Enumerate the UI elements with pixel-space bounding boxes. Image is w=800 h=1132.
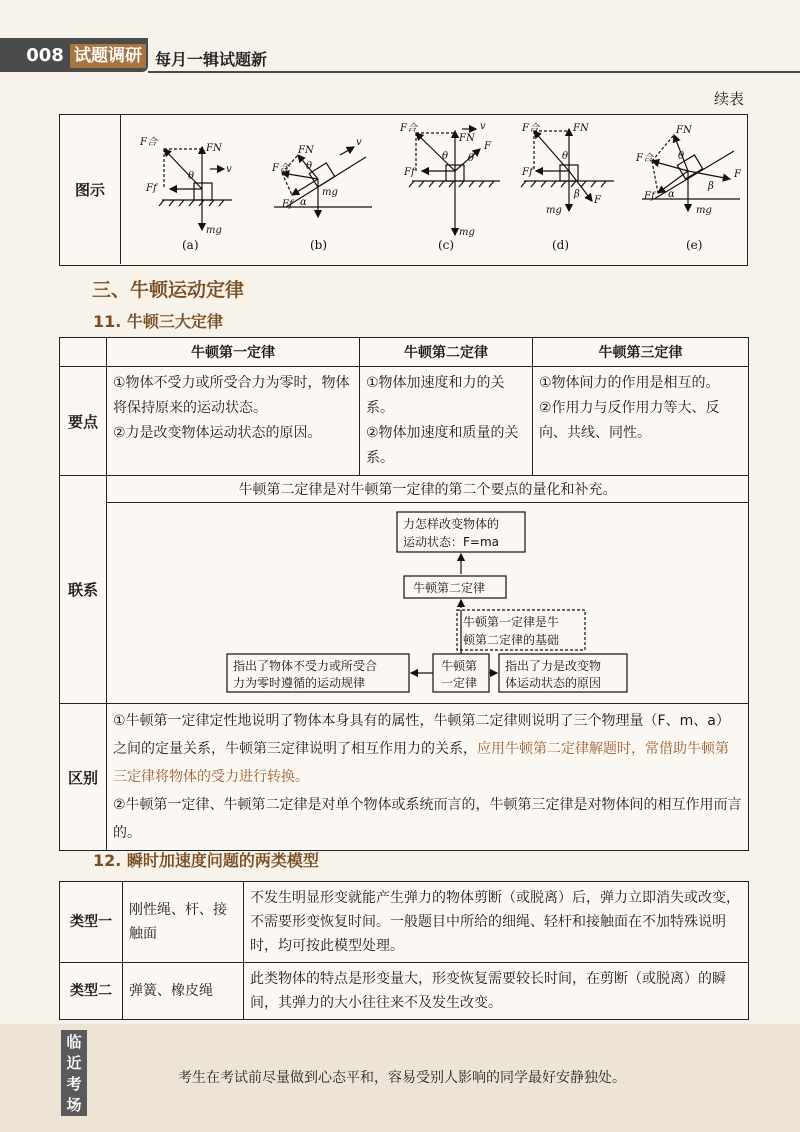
- label-b-mg: mg: [322, 187, 338, 198]
- first-law-point-1: ①物体不受力或所受合力为零时，物体将保持原来的运动状态。: [113, 375, 350, 416]
- label-b-fhe: F合: [272, 163, 289, 174]
- type-description: 此类物体的特点是形变量大，形变恢复需要较长时间，在剪断（或脱离）的瞬间，其弹力的大小往往来不及发生改变。: [244, 963, 749, 1020]
- caption-a: (a): [182, 238, 199, 252]
- instant-acceleration-table: [59, 881, 749, 1020]
- type-row: [60, 882, 749, 963]
- type-name: 刚性绳、杆、接触面: [123, 882, 244, 963]
- third-law-points: [533, 367, 749, 476]
- second-law-points: [360, 367, 533, 476]
- type-name: 弹簧、橡皮绳: [123, 963, 244, 1020]
- points-row: [60, 367, 749, 476]
- label-e-ff: Ff: [644, 191, 655, 202]
- figure-table: [59, 114, 748, 266]
- type-label: 类型二: [60, 963, 123, 1020]
- label-d-mg: mg: [546, 205, 562, 216]
- header-second-law: 牛顿第二定律: [360, 338, 533, 367]
- label-d-theta: θ: [562, 151, 569, 162]
- center-line-1: 牛顿第: [441, 659, 478, 673]
- label-c-theta: θ: [442, 151, 449, 162]
- header-third-law: 牛顿第三定律: [533, 338, 749, 367]
- type-label: 类型一: [60, 882, 123, 963]
- third-law-point-2: ②作用力与反作用力等大、反向、共线、同性。: [539, 400, 720, 441]
- basis-line-2: 顿第二定律的基础: [463, 633, 560, 647]
- footer-tab: 临近考场: [61, 1030, 87, 1116]
- caption-d: (d): [552, 238, 570, 252]
- section-3-title: 三、牛顿运动定律: [92, 279, 245, 301]
- second-law-point-1: ①物体加速度和力的关系。: [366, 375, 505, 416]
- left-line-2: 力为零时遵循的运动规律: [233, 676, 366, 690]
- difference-point-1: [107, 707, 748, 791]
- label-d-fn: FN: [573, 123, 589, 134]
- label-c-v: v: [480, 121, 486, 132]
- label-e-f: F: [734, 169, 741, 180]
- label-a-theta: θ: [188, 171, 195, 182]
- caption-b: (b): [310, 238, 328, 252]
- label-e-alpha: α: [668, 189, 675, 200]
- center-line-2: 一定律: [441, 676, 478, 690]
- page-header: [0, 38, 800, 74]
- diagram-a: [159, 147, 232, 230]
- label-c-mg: mg: [459, 227, 475, 238]
- label-d-f: F: [594, 195, 601, 206]
- header-rule: [148, 71, 800, 73]
- points-label: 要点: [60, 367, 107, 476]
- label-b-v: v: [356, 137, 362, 148]
- caption-c: (c): [438, 238, 455, 252]
- label-d-fhe: F合: [522, 123, 539, 134]
- difference-point-1-text: ①牛顿第一定律定性地说明了物体本身具有的属性，牛顿第二定律则说明了三个物理量（F、m、a）之间的定量关系，牛顿第三定律说明了相互作用力的关系，: [113, 713, 730, 757]
- label-e-beta: β: [708, 181, 714, 192]
- second-law-box-text: 牛顿第二定律: [413, 581, 486, 595]
- connection-text-row: [60, 476, 749, 503]
- label-c-theta2: θ: [468, 153, 475, 164]
- label-c-ff: Ff: [404, 167, 415, 178]
- force-diagrams-svg: [122, 115, 746, 264]
- label-a-v: v: [226, 164, 232, 175]
- continuation-label: 续表: [713, 90, 744, 108]
- subsection-11-title: 11. 牛顿三大定律: [93, 312, 223, 331]
- newton-laws-table: [59, 337, 749, 851]
- difference-row: [60, 704, 749, 851]
- third-law-point-1: ①物体间力的作用是相互的。: [539, 375, 720, 391]
- type-description: 不发生明显形变就能产生弹力的物体剪断（或脱离）后，弹力立即消失或改变，不需要形变恢复时间。一般题目中所给的细绳、轻杆和接触面在不加特殊说明时，均可按此模型处理。: [244, 882, 749, 963]
- connection-diagram-svg: [107, 504, 747, 702]
- corner-cell: [60, 338, 107, 367]
- label-e-fn: FN: [676, 125, 692, 136]
- right-line-2: 体运动状态的原因: [505, 676, 602, 690]
- label-b-fn: FN: [298, 145, 314, 156]
- header-first-law: 牛顿第一定律: [107, 338, 360, 367]
- label-e-theta: θ: [678, 151, 685, 162]
- subsection-12-title: 12. 瞬时加速度问题的两类模型: [93, 851, 319, 870]
- label-e-fhe: F合: [636, 153, 653, 164]
- label-b-theta: θ: [306, 161, 313, 172]
- right-line-1: 指出了力是改变物: [505, 659, 602, 673]
- second-law-point-2: ②物体加速度和质量的关系。: [366, 425, 519, 466]
- label-d-ff: Ff: [522, 167, 533, 178]
- label-c-fhe: F合: [400, 123, 417, 134]
- difference-point-2: ②牛顿第一定律、牛顿第二定律是对单个物体或系统而言的，牛顿第三定律是对物体间的相互作用而言的。: [113, 797, 742, 841]
- left-line-1: 指出了物体不受力或所受合: [233, 659, 378, 673]
- footer-text: 考生在考试前尽量做到心态平和，容易受别人影响的同学最好安静独处。: [178, 1070, 626, 1086]
- label-e-mg: mg: [696, 205, 712, 216]
- label-a-ff: Ff: [146, 183, 157, 194]
- label-c-f: F: [484, 141, 491, 152]
- first-law-point-2: ②力是改变物体运动状态的原因。: [113, 425, 322, 441]
- page-number: 008: [22, 44, 68, 68]
- column-name: 试题调研: [70, 44, 146, 68]
- type-row: [60, 963, 749, 1020]
- law-header-row: [60, 338, 749, 367]
- connection-text: 牛顿第二定律是对牛顿第一定律的第二个要点的量化和补充。: [107, 476, 749, 503]
- figure-row-label: 图示: [60, 115, 121, 264]
- label-b-ff: Ff: [282, 199, 293, 210]
- basis-line-1: 牛顿第一定律是牛: [463, 615, 560, 629]
- difference-label: 区别: [60, 704, 107, 851]
- first-law-points: [107, 367, 360, 476]
- connection-diagram-row: [60, 503, 749, 704]
- label-c-fn: FN: [459, 133, 475, 144]
- label-d-beta: β: [574, 189, 580, 200]
- difference-point-1-highlight: 应用牛顿第二定律解题时，常借助牛顿第三定律将物体的受力进行转换。: [113, 741, 729, 785]
- diagram-e: [642, 135, 740, 211]
- connection-label: 联系: [60, 476, 107, 704]
- connection-diagram: [107, 503, 749, 704]
- force-diagrams: [122, 115, 746, 264]
- f-ma-line-1: 力怎样改变物体的: [403, 517, 500, 531]
- label-a-mg: mg: [206, 225, 222, 236]
- label-a-fhe: F合: [140, 137, 157, 148]
- header-slogan: 每月一辑试题新: [155, 50, 268, 69]
- f-ma-line-2: 运动状态：F=ma: [403, 535, 500, 549]
- label-b-alpha: α: [300, 197, 307, 208]
- label-a-fn: FN: [206, 143, 222, 154]
- difference-text: [107, 704, 749, 851]
- caption-e: (e): [686, 238, 703, 252]
